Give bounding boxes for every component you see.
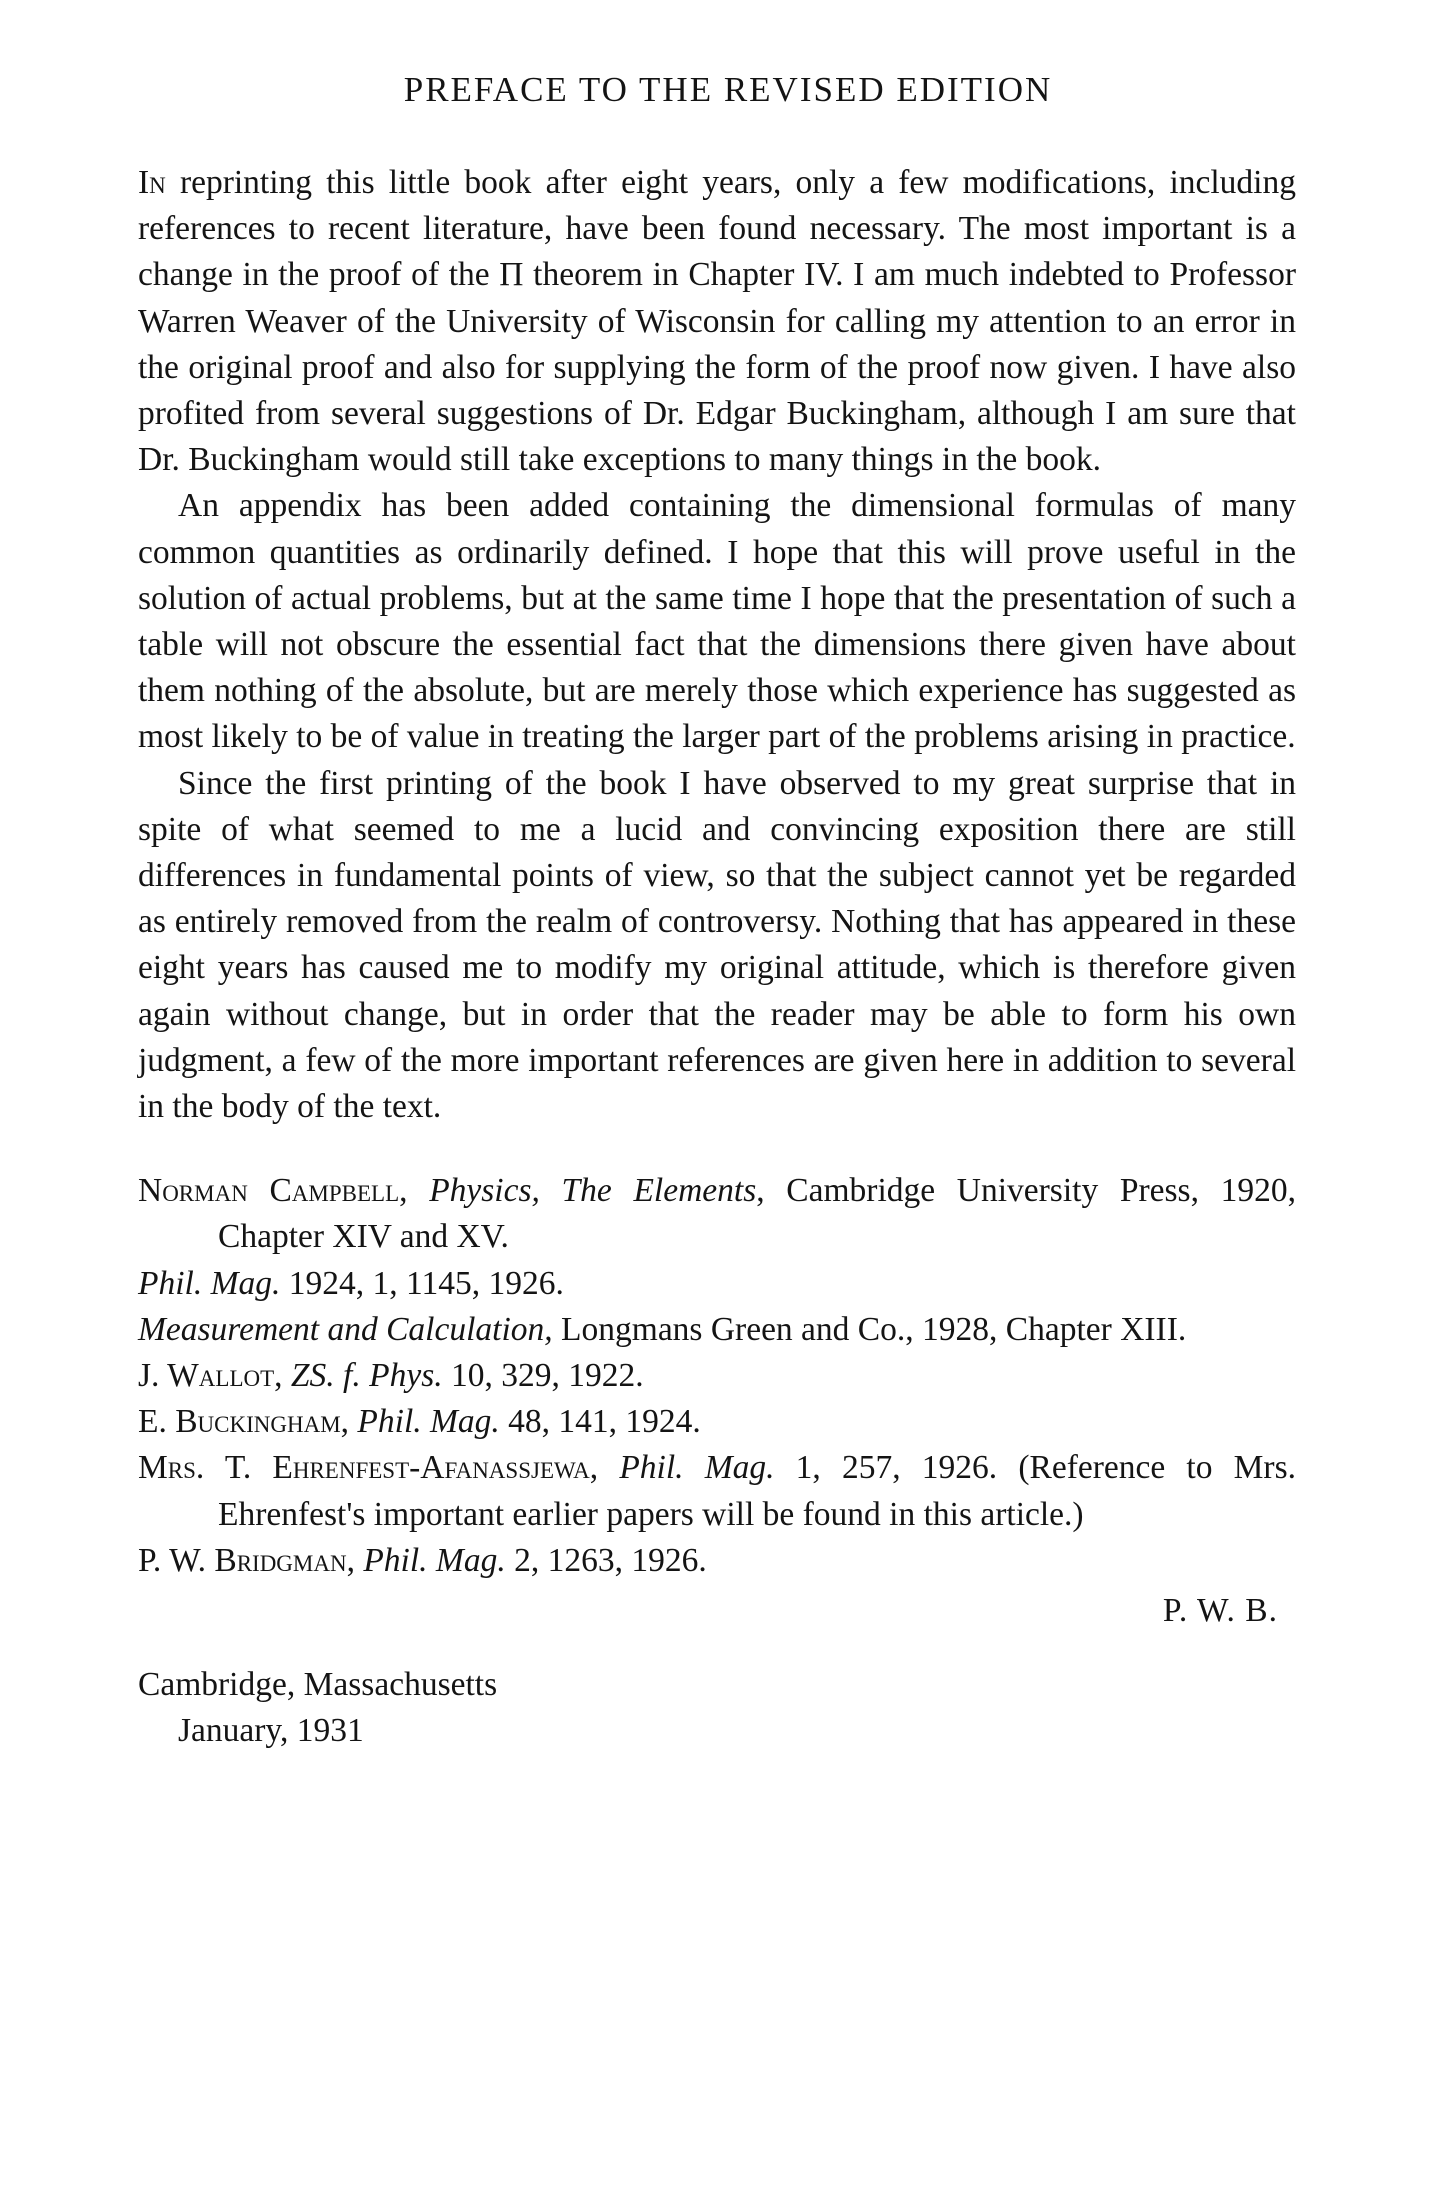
paragraph-1 [138,160,1296,483]
reference-author: Norman Campbell [138,1172,400,1210]
reference-title: Physics, The Elements [429,1172,757,1210]
place-name: Cambridge, Massachusetts [138,1666,498,1704]
reference-item [138,1261,1296,1307]
reference-item: Norman Campbell, Physics, The Elements, Cambridge University Press, 1920, Chapter XIV and XV. [138,1172,1296,1256]
reference-item: E. Buckingham, Phil. Mag. 48, 141, 1924. [138,1403,701,1441]
reference-title: ZS. f. Phys. [290,1357,443,1395]
reference-title: Phil. Mag. [619,1449,775,1487]
date: January, 1931 [178,1712,364,1750]
paragraph-2: An appendix has been added containing the dimensional formulas of many common quantities as ordinarily defined. I hope that this will prove useful in the solution of actual problems, but at the same time I hope that the presentation of such a table will not obscure the essential fact that the dimensions there given have about them nothing of the absolute, but are merely those which experience has suggested as most likely to be of value in treating the larger part of the problems arising in practice. [138,487,1296,756]
dateline [138,1662,1296,1754]
reference-author: E. Buckingham [138,1403,341,1441]
paragraph-1-lead: In [138,164,166,201]
page-title: PREFACE TO THE REVISED EDITION [403,70,1053,109]
reference-title: Phil. Mag. [138,1264,281,1302]
reference-item: J. Wallot, ZS. f. Phys. 10, 329, 1922. [138,1357,644,1395]
reference-item: P. W. Bridgman, Phil. Mag. 2, 1263, 1926. [138,1541,707,1579]
page [138,70,1296,1755]
reference-list [138,1168,1296,1584]
reference-details: 1, 257, 1926. (Reference to Mrs. Ehrenfest's important earlier papers will be found in this article.) [218,1449,1297,1533]
reference-item [138,1307,1296,1353]
reference-item: Mrs. T. Ehrenfest-Afanassjewa, Phil. Mag. 1, 257, 1926. (Reference to Mrs. Ehrenfest's important earlier papers will be found in this article.) [138,1449,1297,1533]
reference-details: Longmans Green and Co., 1928, Chapter XIII. [552,1310,1187,1348]
paragraph-3: Since the first printing of the book I have observed to my great surprise that in spite of what seemed to me a lucid and convincing exposition there are still differences in fundamental points of view, so that the subject cannot yet be regarded as entirely removed from the realm of controversy. Nothing that has appeared in these eight years has caused me to modify my original attitude, which is therefore given again without change, but in order that the reader may be able to form his own judgment, a few of the more important references are given here in addition to several in the body of the text. [138,764,1296,1126]
reference-title: Phil. Mag. [363,1541,506,1579]
reference-details: , Cambridge University Press, 1920, Chapter XIV and XV. [218,1172,1296,1256]
reference-details: 10, 329, 1922. [442,1357,644,1395]
reference-author: P. W. Bridgman [138,1541,347,1579]
reference-details: 1924, 1, 1145, 1926. [280,1264,564,1302]
paragraph-1-text: reprinting this little book after eight years, only a few modifications, including references to recent literature, have been found necessary. The most important is a change in the proof of the Π theorem in Chapter IV. I am much indebted to Professor Warren Weaver of the University of Wisconsin for calling my attention to an error in the original proof and also for supplying the form of the proof now given. I have also profited from several suggestions of Dr. Edgar Buckingham, although I am sure that Dr. Buckingham would still take exceptions to many things in the book. [138,164,1296,479]
reference-title: Measurement and Calculation, [138,1310,553,1348]
author-initials: P. W. B. [1162,1592,1278,1630]
reference-details: 48, 141, 1924. [499,1403,701,1441]
reference-details: 2, 1263, 1926. [505,1541,707,1579]
reference-author: J. Wallot [138,1357,275,1395]
reference-title: Phil. Mag. [357,1403,500,1441]
reference-author: Mrs. T. Ehrenfest-Afanassjewa [138,1449,590,1487]
